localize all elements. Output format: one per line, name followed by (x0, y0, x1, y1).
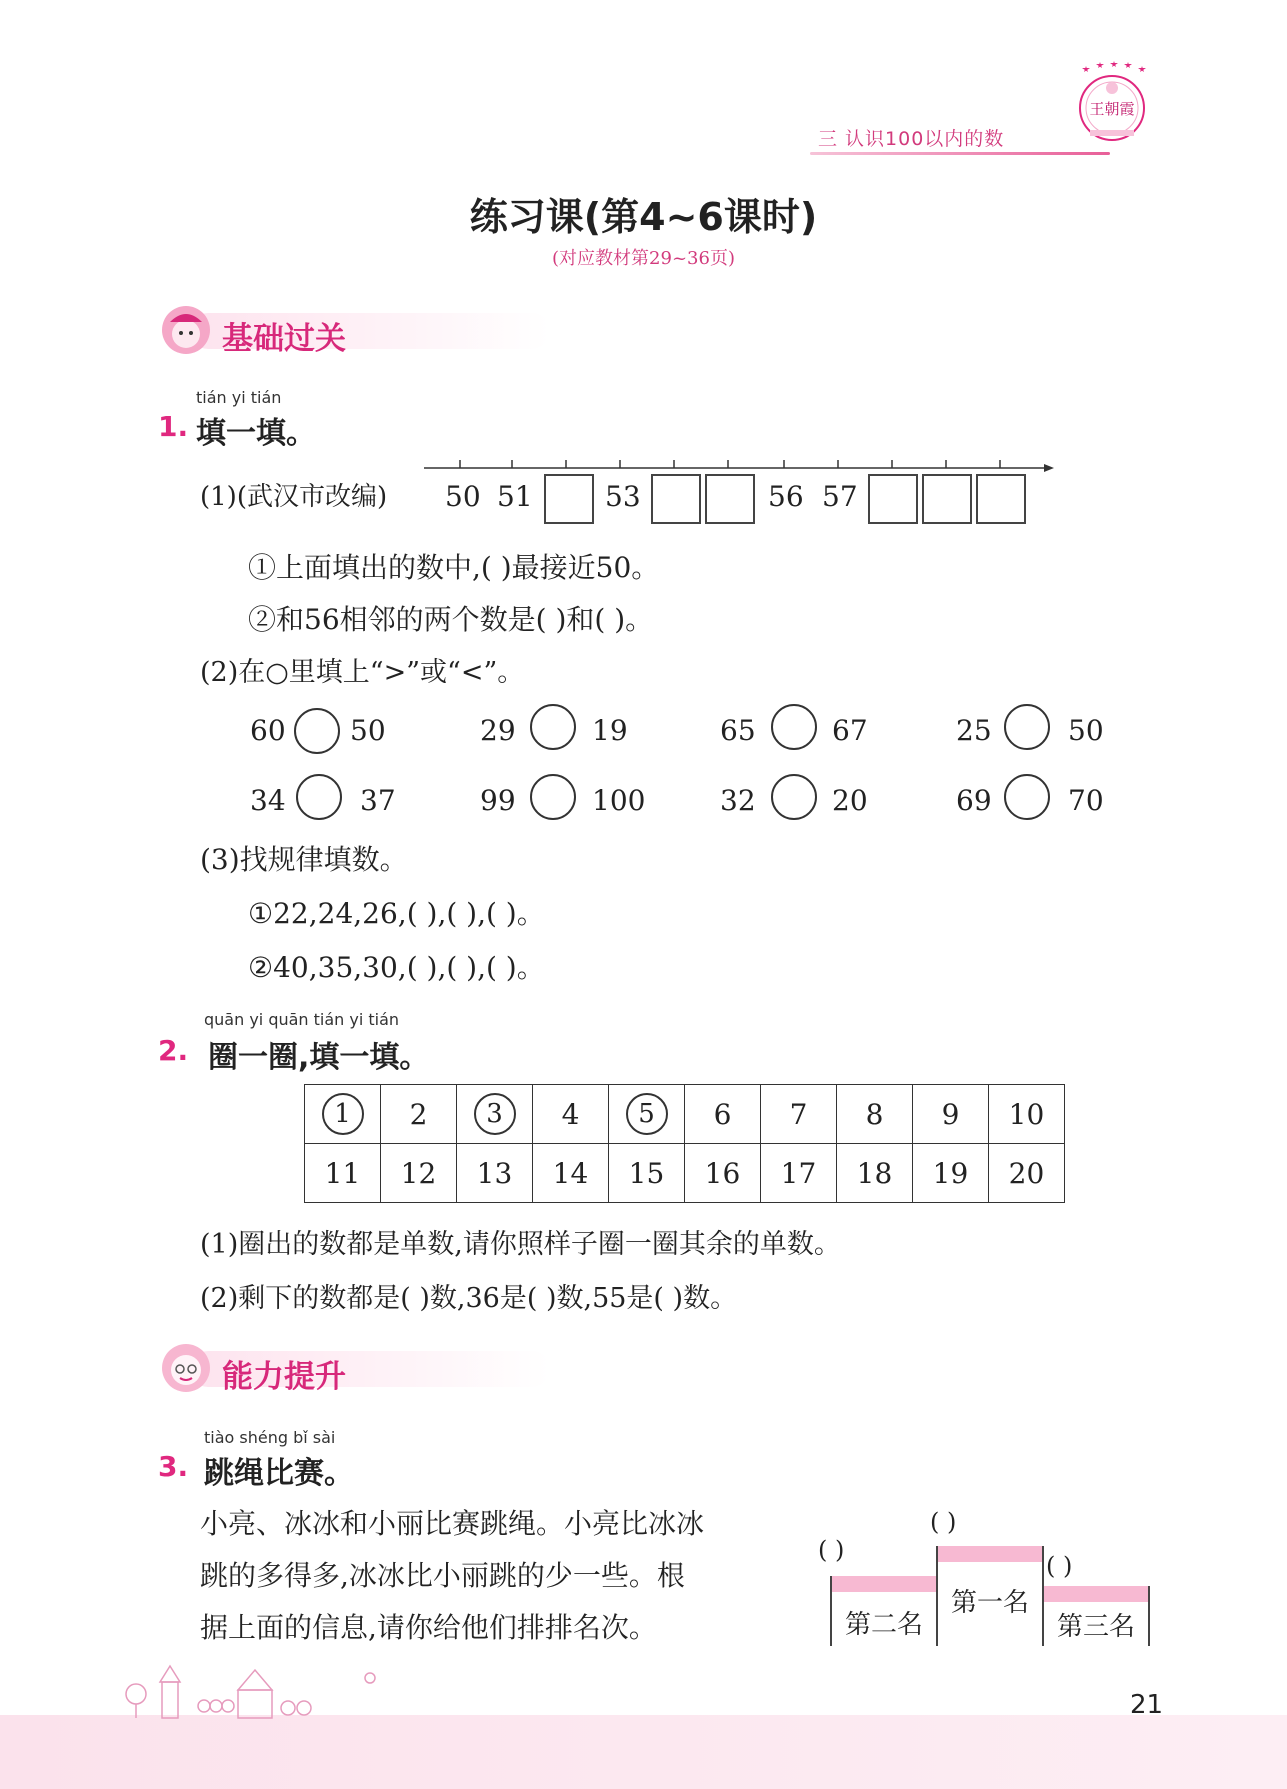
numberline-blank-box[interactable] (976, 474, 1026, 524)
compare-left: 32 (720, 784, 756, 817)
numberline-blank-box[interactable] (544, 474, 594, 524)
q2-title: 圈一圈,填一填。 (208, 1040, 430, 1075)
numberline-blank-box[interactable] (922, 474, 972, 524)
table-cell[interactable]: 7 (761, 1085, 837, 1144)
q1-number: 1. (158, 410, 189, 443)
numberline-label: 53 (605, 480, 641, 513)
compare-left: 34 (250, 784, 286, 817)
q3-number: 3. (158, 1450, 189, 1483)
table-cell[interactable]: 17 (761, 1144, 837, 1203)
podium-label-third: 第三名 (1056, 1612, 1135, 1642)
table-cell[interactable] (305, 1085, 381, 1144)
q2-pinyin: quān yi quān tián yi tián (204, 1010, 400, 1029)
compare-circle[interactable] (296, 774, 342, 820)
numberline-label: 56 (768, 480, 804, 513)
podium-third (1042, 1586, 1150, 1646)
table-cell[interactable]: 16 (685, 1144, 761, 1203)
q1-title: 填一填。 (196, 416, 316, 451)
table-cell[interactable]: 20 (989, 1144, 1065, 1203)
table-cell[interactable]: 9 (913, 1085, 989, 1144)
q1-part3-a[interactable]: ①22,24,26,( ),( ),( )。 (248, 897, 545, 930)
podium-label-second: 第二名 (844, 1610, 923, 1640)
publisher-logo (1072, 60, 1152, 146)
cartoon-face-icon (160, 304, 212, 356)
compare-right: 70 (1068, 784, 1104, 817)
q2-part2[interactable]: (2)剩下的数都是( )数,36是( )数,55是( )数。 (200, 1283, 738, 1314)
table-cell[interactable] (457, 1085, 533, 1144)
compare-circle[interactable] (1004, 704, 1050, 750)
compare-circle[interactable] (294, 708, 340, 754)
q3-text-line: 跳的多得多,冰冰比小丽跳的少一些。根 (200, 1559, 685, 1592)
compare-left: 29 (480, 714, 516, 747)
compare-left: 65 (720, 714, 756, 747)
numberline-label: 51 (497, 480, 533, 513)
table-cell[interactable]: 19 (913, 1144, 989, 1203)
compare-circle[interactable] (530, 704, 576, 750)
podium-second (830, 1576, 938, 1646)
page-number: 21 (1130, 1690, 1164, 1720)
compare-left: 99 (480, 784, 516, 817)
compare-right: 50 (350, 714, 386, 747)
page-subtitle: (对应教材第29~36页) (552, 248, 735, 269)
table-cell[interactable]: 4 (533, 1085, 609, 1144)
table-cell[interactable]: 2 (381, 1085, 457, 1144)
table-cell[interactable] (609, 1085, 685, 1144)
compare-left: 60 (250, 714, 286, 747)
cartoon-girl-icon (160, 1342, 212, 1394)
numberline-blank-box[interactable] (868, 474, 918, 524)
q3-title: 跳绳比赛。 (204, 1456, 354, 1491)
table-cell[interactable]: 15 (609, 1144, 685, 1203)
page-title: 练习课(第4~6课时) (469, 195, 818, 239)
table-cell[interactable]: 10 (989, 1085, 1065, 1144)
numberline-blank-box[interactable] (651, 474, 701, 524)
table-cell[interactable]: 18 (837, 1144, 913, 1203)
table-cell[interactable]: 11 (305, 1144, 381, 1203)
circled-number: 5 (626, 1093, 668, 1135)
q3-text-line: 小亮、冰冰和小丽比赛跳绳。小亮比冰冰 (200, 1507, 705, 1540)
podium-first (936, 1546, 1044, 1646)
q1-part3-label: (3)找规律填数。 (200, 843, 408, 876)
circled-number: 1 (322, 1093, 364, 1135)
section-title-basic: 基础过关 (222, 321, 346, 357)
compare-left: 69 (956, 784, 992, 817)
header-underline (810, 152, 1110, 155)
compare-circle[interactable] (771, 704, 817, 750)
table-row (305, 1085, 1065, 1144)
compare-circle[interactable] (1004, 774, 1050, 820)
table-cell[interactable]: 14 (533, 1144, 609, 1203)
compare-right: 19 (592, 714, 628, 747)
podium-answer-second[interactable]: ( ) (818, 1536, 845, 1564)
compare-right: 20 (832, 784, 868, 817)
castle-decoration-icon (120, 1660, 380, 1720)
section-banner-advanced (160, 1342, 560, 1396)
podium-answer-first[interactable]: ( ) (930, 1508, 957, 1536)
q1-part1-b[interactable]: ②和56相邻的两个数是( )和( )。 (248, 603, 654, 636)
compare-circle[interactable] (530, 774, 576, 820)
podium-label-first: 第一名 (950, 1588, 1029, 1618)
numberline-blank-box[interactable] (705, 474, 755, 524)
q1-part1-label: (1)(武汉市改编) (200, 482, 388, 512)
podium-answer-third[interactable]: ( ) (1046, 1552, 1073, 1580)
footer-band (0, 1715, 1287, 1789)
q1-part2-label: (2)在○里填上“>”或“<”。 (200, 657, 525, 688)
circled-number: 3 (474, 1093, 516, 1135)
table-cell[interactable]: 6 (685, 1085, 761, 1144)
compare-right: 50 (1068, 714, 1104, 747)
q1-part3-b[interactable]: ②40,35,30,( ),( ),( )。 (248, 951, 545, 984)
q1-pinyin: tián yi tián (196, 388, 282, 407)
table-cell[interactable]: 8 (837, 1085, 913, 1144)
logo-text: 王朝霞 (1089, 100, 1135, 118)
q1-part1-a[interactable]: ①上面填出的数中,( )最接近50。 (248, 551, 660, 584)
table-cell[interactable]: 12 (381, 1144, 457, 1203)
compare-circle[interactable] (771, 774, 817, 820)
chapter-header: 三 认识100以内的数 (818, 128, 1005, 150)
q3-pinyin: tiào shéng bǐ sài (204, 1428, 336, 1447)
compare-right: 67 (832, 714, 868, 747)
q2-part1: (1)圈出的数都是单数,请你照样子圈一圈其余的单数。 (200, 1229, 841, 1260)
compare-left: 25 (956, 714, 992, 747)
table-cell[interactable]: 13 (457, 1144, 533, 1203)
number-table (304, 1084, 1065, 1203)
compare-right: 100 (592, 784, 646, 817)
q3-text-line: 据上面的信息,请你给他们排排名次。 (200, 1611, 657, 1644)
numberline-label: 57 (822, 480, 858, 513)
section-banner-basic (160, 304, 560, 358)
table-row (305, 1144, 1065, 1203)
compare-right: 37 (360, 784, 396, 817)
numberline-label: 50 (445, 480, 481, 513)
q2-number: 2. (158, 1034, 189, 1067)
section-title-advanced: 能力提升 (222, 1359, 346, 1395)
